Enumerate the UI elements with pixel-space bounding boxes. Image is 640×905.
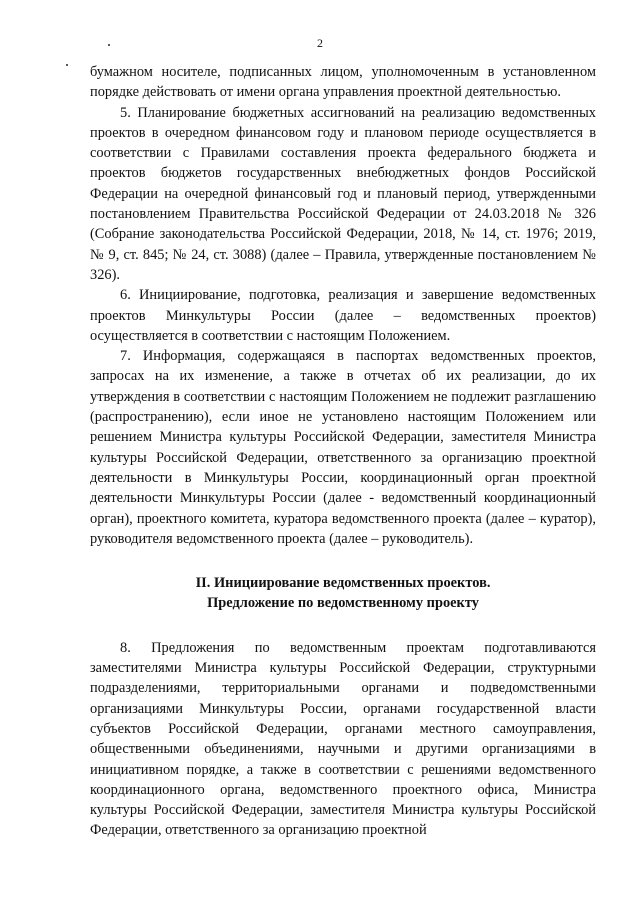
- paragraph-8: 8. Предложения по ведомственным проектам подготавливаются заместителями Министра культуры Российской Федерации, структурными подразделениями, территориальными органами и подведомственными организациями Минкультуры России, органами государственной власти субъектов Российской Федерации, органами местного самоуправления, общественными объединениями, научными и другими организациями в инициативном порядке, а также в соответствии с решениями ведомственного координационного органа, ведомственного проектного офиса, Министра культуры Российской Федерации, заместителя Министра культуры Российской Федерации, ответственного за организацию проектной: [90, 639, 596, 839]
- document-body: [90, 62, 596, 841]
- paragraph-5: 5. Планирование бюджетных ассигнований на реализацию ведомственных проектов в очередном финансовом году и плановом периоде осуществляется в соответствии с Правилами составления проекта федерального бюджета и проектов бюджетов государственных внебюджетных фондов Российской Федерации на очередной финансовый год и плановый период, утвержденными постановлением Правительства Российской Федерации от 24.03.2018 № 326 (Собрание законодательства Российской Федерации, 2018, № 14, ст. 1976; 2019, № 9, ст. 845; № 24, ст. 3088) (далее – Правила, утвержденные постановлением № 326).: [90, 104, 596, 283]
- section-heading-line-1: II. Инициирование ведомственных проектов.: [195, 575, 491, 592]
- scan-artifact-dot: [108, 44, 110, 46]
- scan-artifact-dot: [66, 64, 68, 66]
- spacer: [90, 614, 596, 638]
- paragraph-7: 7. Информация, содержащаяся в паспортах ведомственных проектов, запросах на их изменение, а также в отчетах об их реализации, до их утверждения в соответствии с настоящим Положением не подлежит разглашению (распространению), если иное не установлено настоящим Положением или решением Министра культуры Российской Федерации, заместителя Министра культуры Российской Федерации, ответственного за организацию проектной деятельности в Минкультуры России, координационный орган проектной деятельности Минкультуры России (далее - ведомственный координационный орган), проектного комитета, куратора ведомственного проекта (далее – куратор), руководителя ведомственного проекта (далее – руководитель).: [90, 348, 596, 547]
- spacer: [90, 549, 596, 573]
- paragraph-6: 6. Инициирование, подготовка, реализация и завершение ведомственных проектов Минкультуры России (далее – ведомственных проектов) осуществляется в соответствии с настоящим Положением.: [90, 287, 596, 344]
- section-heading-line-2: Предложение по ведомственному проекту: [207, 595, 479, 612]
- page-number: 2: [317, 36, 323, 50]
- paragraph-continuation: бумажном носителе, подписанных лицом, уполномоченным в установленном порядке действовать от имени органа управления проектной деятельностью.: [90, 64, 596, 101]
